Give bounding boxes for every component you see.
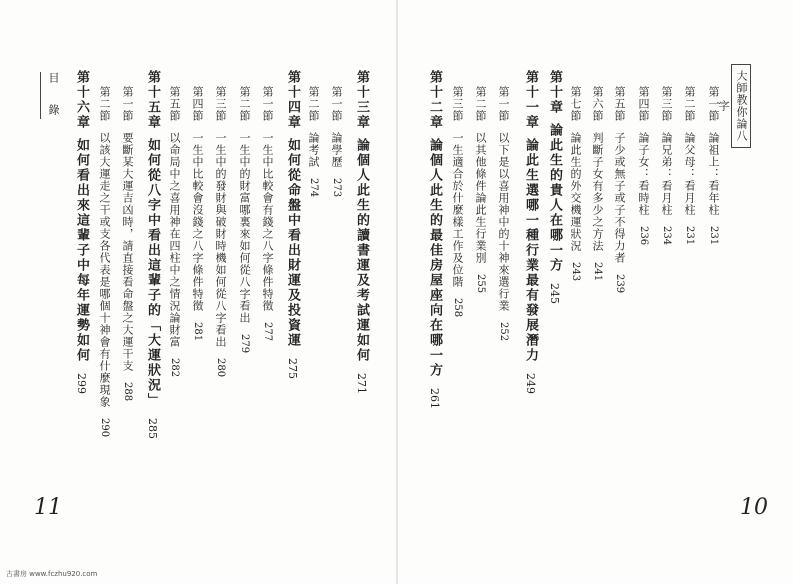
toc-title: 論兄弟：看月柱 xyxy=(660,132,673,216)
toc-section xyxy=(239,86,250,353)
toc-page-number: 231 xyxy=(708,226,719,246)
toc-label: 第二節 xyxy=(474,86,487,122)
toc-title: 論考試 xyxy=(307,132,320,168)
toc-title: 一生中的發財與破財時機如何從八字看出 xyxy=(214,132,227,348)
toc-title: 以下是以喜用神中的十神來選行業 xyxy=(497,132,510,312)
toc-page-number: 274 xyxy=(308,178,319,198)
toc-page-number: 245 xyxy=(548,283,561,304)
toc-chapter xyxy=(548,70,561,304)
toc-section xyxy=(169,86,180,377)
toc-page-number: 234 xyxy=(661,226,672,246)
toc-page-number: 275 xyxy=(286,358,299,379)
toc-label: 第四節 xyxy=(191,86,204,122)
toc-label: 第十章 xyxy=(547,70,562,115)
toc-page-number: 279 xyxy=(239,334,250,354)
toc-title: 一生適合於什麼樣工作及位階 xyxy=(451,132,464,288)
toc-title: 要斷某大運吉凶時，請直接看命盤之大運干支 xyxy=(121,132,134,372)
footer-watermark: 古書房 www.fczhu920.com xyxy=(6,570,98,578)
toc-title: 論此生選哪一種行業最有發展潛力 xyxy=(523,138,538,363)
toc-label: 第一節 xyxy=(707,86,720,122)
toc-section xyxy=(215,86,226,377)
toc-page-number: 261 xyxy=(428,388,441,409)
toc-page-number: 273 xyxy=(331,178,342,198)
toc-page-number: 252 xyxy=(498,322,509,342)
toc-page-number: 255 xyxy=(475,274,486,294)
toc-section xyxy=(570,86,581,281)
toc-label: 第六節 xyxy=(591,86,604,122)
toc-page-number: 277 xyxy=(262,322,273,342)
toc-label: 第二節 xyxy=(238,86,251,122)
toc-label: 第七節 xyxy=(569,86,582,122)
toc-page-number: 282 xyxy=(169,358,180,378)
toc-title: 以其他條件論此生行業別 xyxy=(474,132,487,264)
toc-page-number: 285 xyxy=(146,418,159,439)
toc-page-number: 241 xyxy=(592,262,603,282)
toc-section xyxy=(661,86,672,245)
toc-title: 如何看出來這輩子中每年運勢如何 xyxy=(74,138,89,363)
toc-section xyxy=(638,86,649,245)
contents-label: 目 錄 xyxy=(40,72,61,119)
toc-section xyxy=(122,86,133,401)
toc-title: 論個人此生的最佳房屋座向在哪一方 xyxy=(427,138,442,378)
toc-title: 論父母：看月柱 xyxy=(683,132,696,216)
toc-label: 第五節 xyxy=(613,86,626,122)
toc-page-number: 281 xyxy=(192,322,203,342)
toc-section xyxy=(192,86,203,341)
toc-page-number: 288 xyxy=(122,382,133,402)
toc-title: 判斷子女有多少之方法 xyxy=(591,132,604,252)
toc-chapter xyxy=(286,70,299,379)
toc-section xyxy=(614,86,625,293)
toc-label: 第三節 xyxy=(451,86,464,122)
toc-title: 以命局中之喜用神在四柱中之情況論財富 xyxy=(168,132,181,348)
toc-label: 第十二章 xyxy=(427,70,442,130)
toc-label: 第十四章 xyxy=(285,70,300,130)
toc-title: 論個人此生的讀書運及考試運如何 xyxy=(354,138,369,363)
toc-page-number: 299 xyxy=(75,373,88,394)
toc-section xyxy=(592,86,603,281)
toc-label: 第十三章 xyxy=(354,70,369,130)
toc-label: 第二節 xyxy=(683,86,696,122)
toc-label: 第十五章 xyxy=(145,70,160,130)
toc-page-number: 271 xyxy=(355,373,368,394)
toc-title: 論祖上：看年柱 xyxy=(707,132,720,216)
toc-title: 論子女：看時柱 xyxy=(637,132,650,216)
toc-label: 第二節 xyxy=(307,86,320,122)
toc-section xyxy=(308,86,319,197)
toc-section xyxy=(475,86,486,293)
toc-page-number: 231 xyxy=(684,226,695,246)
toc-title: 以該大運走之干或支各代表是哪個十神會有什麼現象 xyxy=(98,132,111,408)
toc-title: 論此生的外交機運狀況 xyxy=(569,132,582,252)
toc-page-number: 243 xyxy=(570,262,581,282)
page-gutter xyxy=(396,0,398,584)
toc-label: 第三節 xyxy=(214,86,227,122)
page-number-right: 10 xyxy=(740,495,768,520)
toc-chapter xyxy=(524,70,537,394)
toc-section xyxy=(498,86,509,341)
toc-label: 第四節 xyxy=(637,86,650,122)
toc-label: 第十一章 xyxy=(523,70,538,130)
toc-section xyxy=(99,86,110,437)
toc-title: 如何從八字中看出這輩子的「大運狀況」 xyxy=(145,138,160,408)
toc-title: 如何從命盤中看出財運及投資運 xyxy=(285,138,300,348)
toc-page-number: 239 xyxy=(614,274,625,294)
toc-label: 第一節 xyxy=(121,86,134,122)
toc-label: 第二節 xyxy=(98,86,111,122)
toc-page-number: 290 xyxy=(99,418,110,438)
toc-chapter xyxy=(355,70,368,394)
toc-label: 第一節 xyxy=(330,86,343,122)
toc-title: 論此生的貴人在哪一方 xyxy=(547,123,562,273)
toc-label: 第十六章 xyxy=(74,70,89,130)
toc-title: 一生中的財富哪裏來如何從八字看出 xyxy=(238,132,251,324)
toc-page-number: 258 xyxy=(452,298,463,318)
toc-section xyxy=(708,86,719,245)
toc-page-number: 280 xyxy=(215,358,226,378)
toc-section xyxy=(331,86,342,197)
toc-chapter xyxy=(146,70,159,439)
running-header: 大師教你論八字 xyxy=(731,64,751,148)
toc-title: 論學歷 xyxy=(330,132,343,168)
toc-chapter xyxy=(428,70,441,409)
toc-section xyxy=(684,86,695,245)
toc-label: 第三節 xyxy=(660,86,673,122)
toc-page-number: 236 xyxy=(638,226,649,246)
toc-title: 一生中比較會沒錢之八字條件特徵 xyxy=(191,132,204,312)
toc-section xyxy=(262,86,273,341)
page-number-left: 11 xyxy=(34,495,62,520)
toc-section xyxy=(452,86,463,317)
toc-title: 子少或無子或子不得力者 xyxy=(613,132,626,264)
toc-title: 一生中比較會有錢之八字條件特徵 xyxy=(261,132,274,312)
toc-label: 第五節 xyxy=(168,86,181,122)
toc-chapter xyxy=(75,70,88,394)
toc-page-number: 249 xyxy=(524,373,537,394)
toc-label: 第一節 xyxy=(497,86,510,122)
toc-label: 第一節 xyxy=(261,86,274,122)
